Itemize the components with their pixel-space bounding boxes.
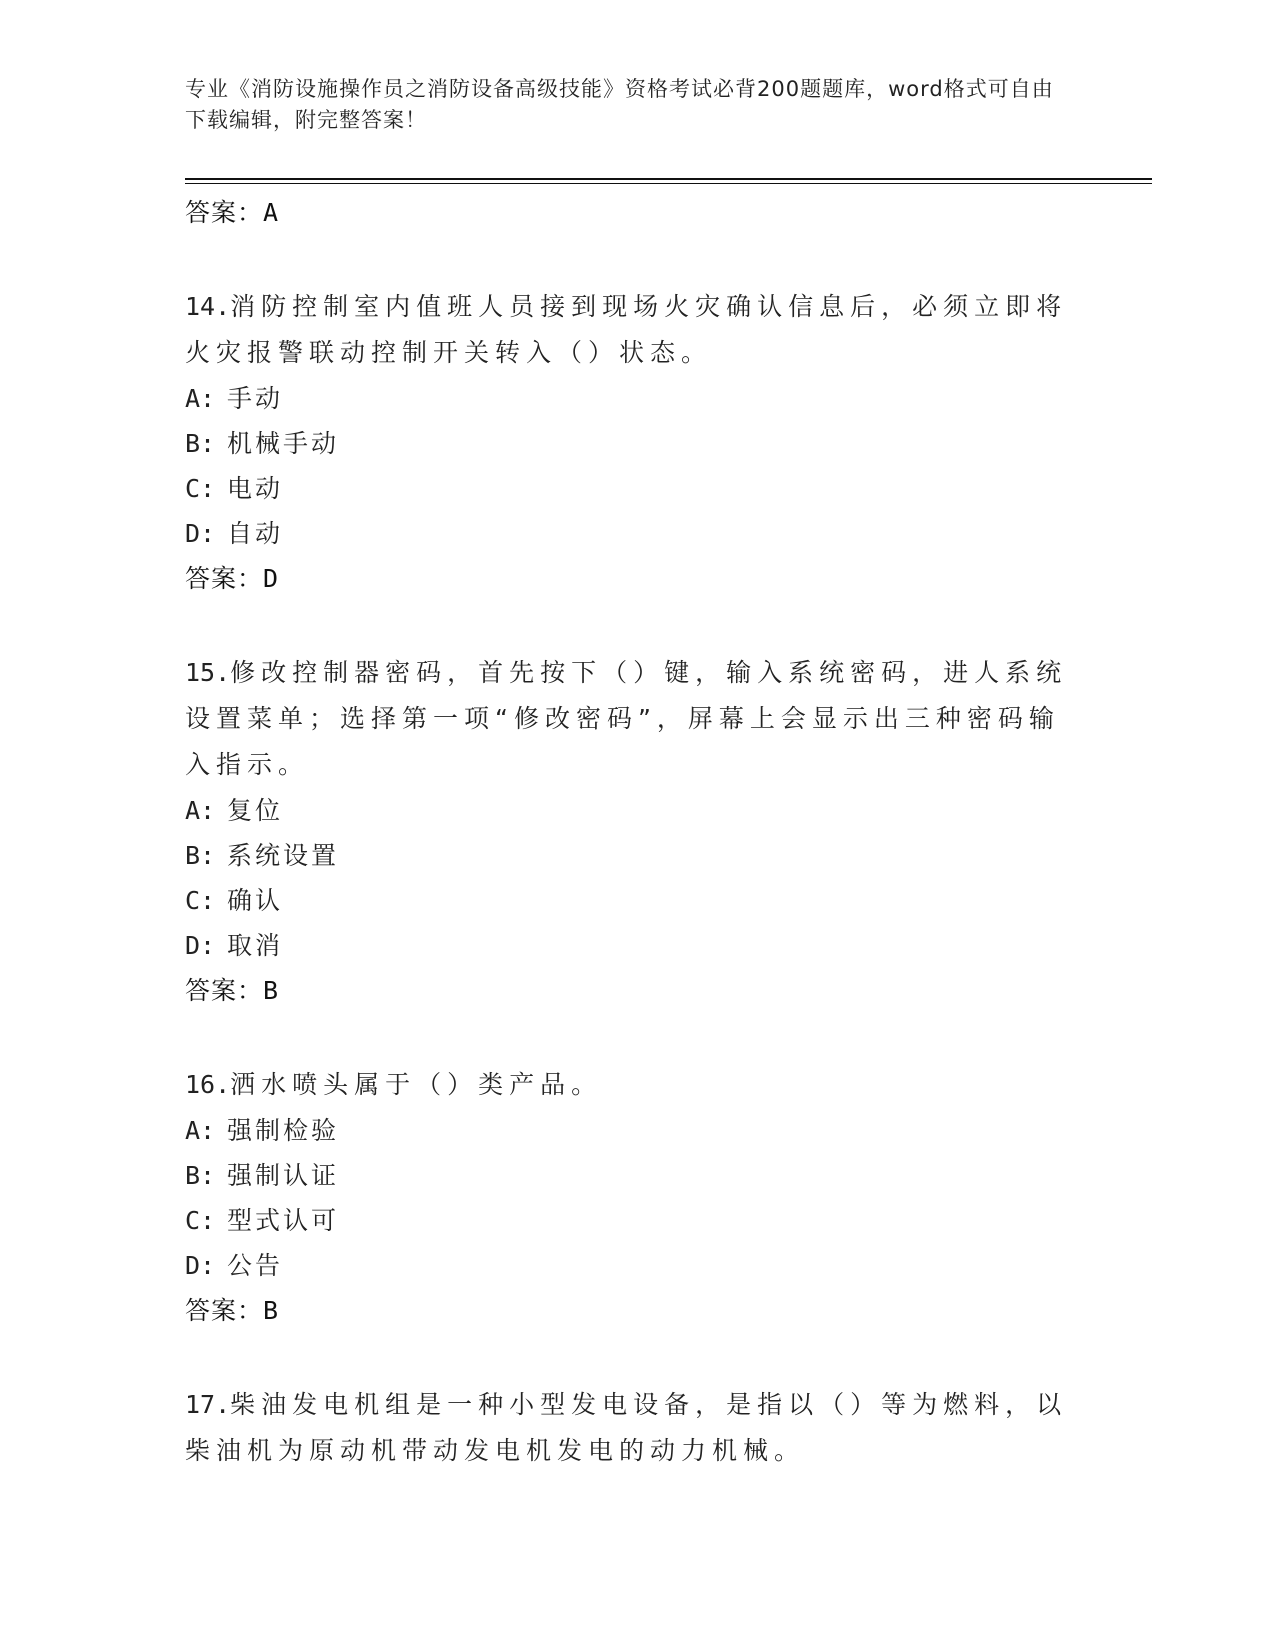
option-key: B: xyxy=(185,429,216,458)
question-item xyxy=(185,284,1085,602)
header-divider xyxy=(185,178,1152,180)
option-key: A: xyxy=(185,384,216,413)
question-item xyxy=(185,650,1085,1014)
question-stem xyxy=(185,1062,1085,1108)
option-d xyxy=(185,1243,1085,1288)
answer-line xyxy=(185,1288,1085,1334)
option-d xyxy=(185,923,1085,968)
answer-label: 答案： xyxy=(185,198,264,227)
option-d xyxy=(185,511,1085,556)
option-key: C: xyxy=(185,1206,216,1235)
document-header: 专业《消防设施操作员之消防设备高级技能》资格考试必背200题题库，word格式可自由下载编辑，附完整答案！ xyxy=(185,77,1054,132)
header-divider-thin xyxy=(185,183,1152,184)
answer-line xyxy=(185,190,1085,236)
question-number: 15. xyxy=(185,658,231,687)
answer-label: 答案： xyxy=(185,976,264,1005)
option-key: A: xyxy=(185,1116,216,1145)
answer-label: 答案： xyxy=(185,564,264,593)
option-key: A: xyxy=(185,796,216,825)
question-list xyxy=(185,190,1085,1474)
option-text: 强制检验 xyxy=(227,1116,340,1145)
question-item xyxy=(185,1382,1085,1474)
question-text: 洒水喷头属于（）类产品。 xyxy=(230,1070,603,1099)
answer-line xyxy=(185,968,1085,1014)
option-c xyxy=(185,1198,1085,1243)
option-c xyxy=(185,878,1085,923)
option-text: 手动 xyxy=(227,384,284,413)
option-key: D: xyxy=(185,519,216,548)
option-text: 型式认可 xyxy=(227,1206,340,1235)
question-text: 消防控制室内值班人员接到现场火灾确认信息后，必须立即将火灾报警联动控制开关转入（）状态。 xyxy=(185,292,1068,367)
answer-line xyxy=(185,556,1085,602)
option-key: B: xyxy=(185,841,216,870)
answer-label: 答案： xyxy=(185,1296,264,1325)
question-number: 17. xyxy=(185,1390,231,1419)
question-item xyxy=(185,1062,1085,1334)
option-text: 机械手动 xyxy=(227,429,340,458)
option-text: 强制认证 xyxy=(227,1161,340,1190)
answer-value: B xyxy=(263,976,280,1005)
option-key: C: xyxy=(185,886,216,915)
option-text: 电动 xyxy=(227,474,284,503)
option-text: 系统设置 xyxy=(227,841,340,870)
answer-value: A xyxy=(263,198,280,227)
option-key: D: xyxy=(185,1251,216,1280)
option-text: 公告 xyxy=(227,1251,284,1280)
option-key: C: xyxy=(185,474,216,503)
answer-value: D xyxy=(263,564,280,593)
answer-value: B xyxy=(263,1296,280,1325)
question-text: 修改控制器密码，首先按下（）键，输入系统密码，进人系统设置菜单；选择第一项“修改密码”，屏幕上会显示出三种密码输入指示。 xyxy=(185,658,1068,779)
question-text: 柴油发电机组是一种小型发电设备，是指以（）等为燃料，以柴油机为原动机带动发电机发电的动力机械。 xyxy=(185,1390,1068,1465)
option-key: D: xyxy=(185,931,216,960)
option-b xyxy=(185,421,1085,466)
question-number: 16. xyxy=(185,1070,231,1099)
option-a xyxy=(185,1108,1085,1153)
question-stem xyxy=(185,650,1085,788)
option-key: B: xyxy=(185,1161,216,1190)
option-text: 复位 xyxy=(227,796,284,825)
question-number: 14. xyxy=(185,292,231,321)
option-b xyxy=(185,1153,1085,1198)
option-c xyxy=(185,466,1085,511)
option-a xyxy=(185,788,1085,833)
question-stem xyxy=(185,284,1085,376)
option-text: 自动 xyxy=(227,519,284,548)
option-a xyxy=(185,376,1085,421)
option-text: 确认 xyxy=(227,886,284,915)
question-stem xyxy=(185,1382,1085,1474)
option-text: 取消 xyxy=(227,931,284,960)
option-b xyxy=(185,833,1085,878)
